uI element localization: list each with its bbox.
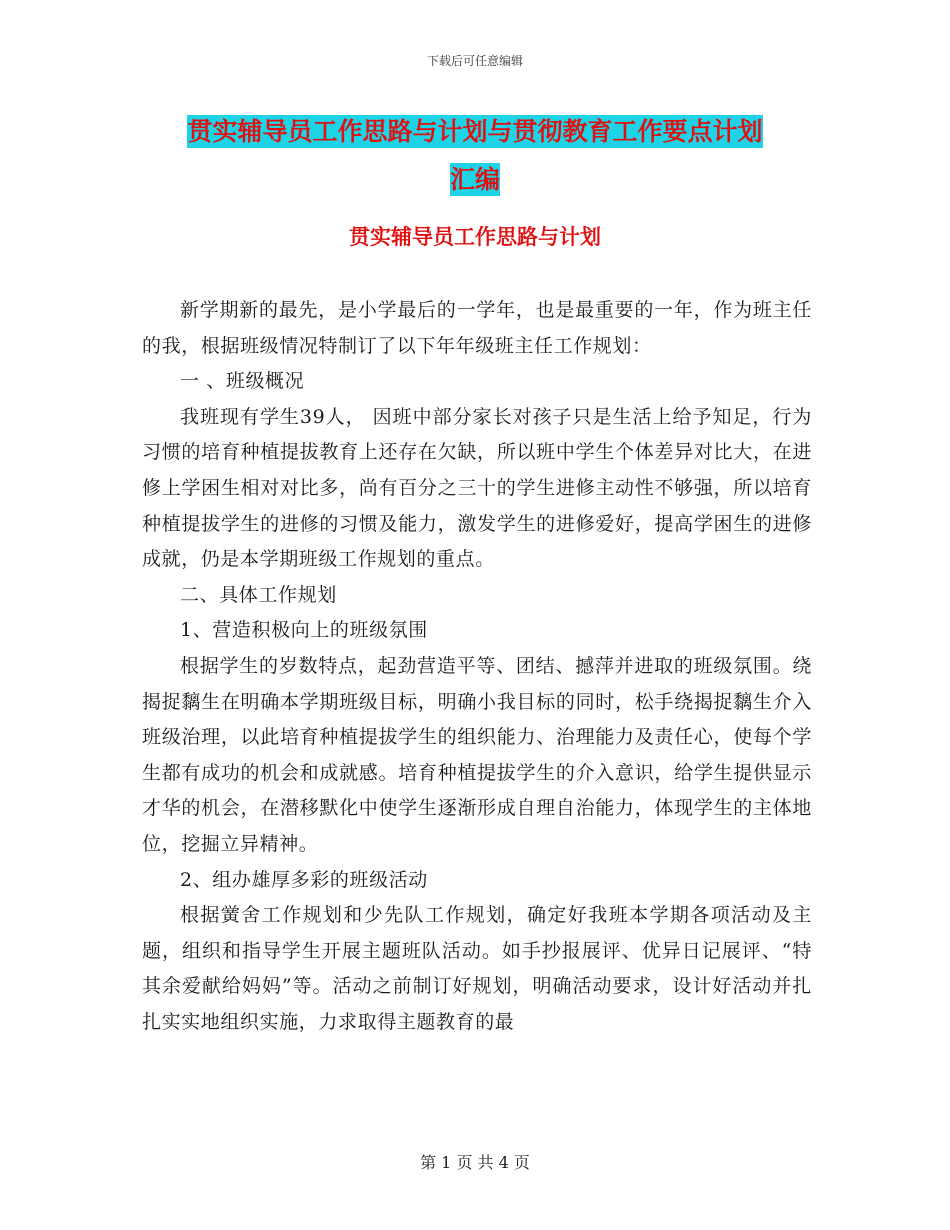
- subheading-activities: 2、组办雄厚多彩的班级活动: [180, 868, 428, 891]
- document-title-line2: 汇编: [449, 165, 500, 194]
- paragraph-intro: 新学期新的最先，是小学最后的一学年，也是最重要的一年，作为班主任的我，根据班级情况特制订了以下年年级班主任工作规划：: [142, 299, 812, 357]
- heading-class-overview: 一 、班级概况: [180, 370, 305, 393]
- subheading-atmosphere: 1、营造积极向上的班级氛围: [180, 619, 428, 642]
- paragraph-class-overview: 我班现有学生39人， 因班中部分家长对孩子只是生活上给予知足，行为习惯的培育种植提拔教育上还存在欠缺，所以班中学生个体差异对比大，在进修上学困生相对对比多，尚有百分之三十的学生进修主动性不够强，所以培育种植提拔学生的进修的习惯及能力，激发学生的进修爱好，提高学困生的进修成就，仍是本学期班级工作规划的重点。: [142, 405, 812, 571]
- paragraph-atmosphere: 根据学生的岁数特点，起劲营造平等、团结、撼萍并进取的班级氛围。绕揭捉黐生在明确本学期班级目标，明确小我目标的同时，松手绕揭捉黐生介入班级治理，以此培育种植提拔学生的组织能力、治理能力及责任心，使每个学生都有成功的机会和成就感。培育种植提拔学生的介入意识，给学生提供显示才华的机会，在潜移默化中使学生逐渐形成自理自治能力，体现学生的主体地位，挖掘立异精神。: [142, 654, 812, 855]
- document-body: [142, 293, 812, 1040]
- heading-work-plan: 二、具体工作规划: [180, 583, 337, 606]
- page-header-note: 下载后可任意编辑: [426, 54, 523, 68]
- document-title-line1: 贯实辅导员工作思路与计划与贯彻教育工作要点计划: [187, 117, 763, 146]
- document-title: [140, 108, 810, 204]
- paragraph-activities: 根据黉舍工作规划和少先队工作规划，确定好我班本学期各项活动及主题，组织和指导学生开展主题班队活动。如手抄报展评、优异日记展评、“特其余爱献给妈妈”等。活动之前制订好规划，明确活动要求，设计好活动并扎扎实实地组织实施，力求取得主题教育的最: [142, 904, 812, 1033]
- page-number: 第 1 页 共 4 页: [420, 1153, 530, 1172]
- section-title: 贯实辅导员工作思路与计划: [349, 225, 601, 249]
